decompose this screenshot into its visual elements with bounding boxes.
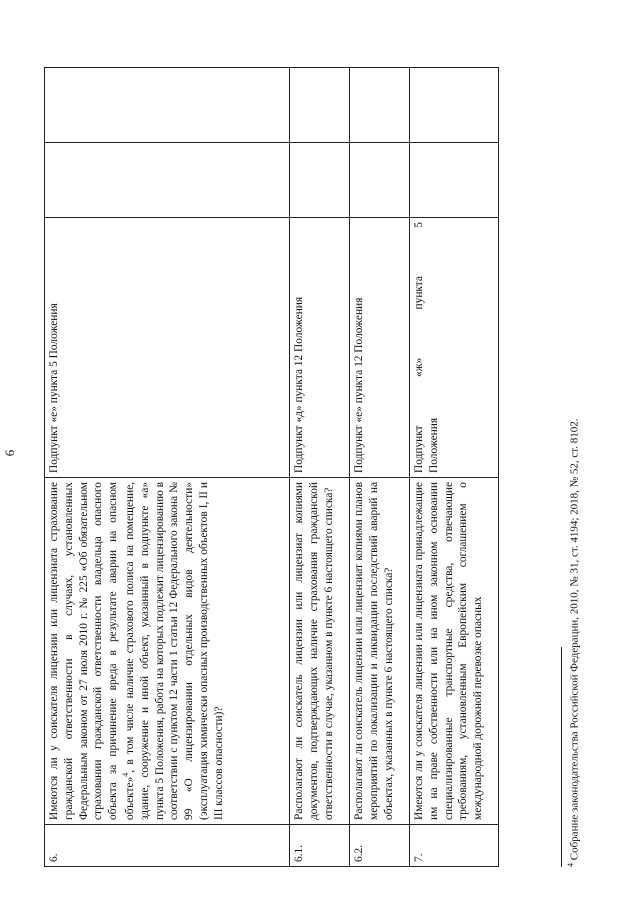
table-row bbox=[290, 68, 350, 867]
question-cell: Располагают ли соискатель лицензии или лицензиат копиями планов мероприятий по локализации и ликвидации последствий аварий на объектах, указанных в пункте 6 настоящего списка? bbox=[350, 478, 410, 825]
answer-cell bbox=[350, 143, 410, 218]
question-cell: Имеются ли у соискателя лицензии или лицензиата принадлежащие им на праве собственности или на ином законном основании специализированные транспортные средства, отвечающие требованиям, установленным Европейским соглашением о международной дорожной перевозке опасных bbox=[410, 478, 499, 825]
answer-cell bbox=[45, 143, 290, 218]
row-number: 6.1. bbox=[290, 825, 350, 867]
question-cell: Имеются ли у соискателя лицензии или лицензиата страхование гражданской ответственности в случаях, установленных Федеральным законом от 27 июля 2010 г. № 225 «Об обязательном страховании гражданской ответственности владельца опасного объекта за причинение вреда в результате аварии на опасном объекте»$^4$, в том числе наличие страхового полиса на помещение, здание, сооружение и иной объект, указанный в подпункте «а» пункта 5 Положения, работа на которых подлежит лицензированию в соответствии с пунктом 12 части 1 статьи 12 Федерального закона № 99 «О лицензировании отдельных видов деятельности» (эксплуатация химически опасных производственных объектов I, II и III классов опасности)? bbox=[45, 478, 290, 825]
reference-cell bbox=[410, 218, 499, 478]
footnote-separator bbox=[561, 647, 562, 867]
footnote bbox=[566, 77, 581, 867]
reference-cell: Подпункт «е» пункта 5 Положения bbox=[45, 218, 290, 478]
row-number: 6. bbox=[45, 825, 290, 867]
footnote-mark: 4 bbox=[566, 863, 575, 867]
footnote-text: Собрание законодательства Российской Федерации, 2010, № 31, ст. 4194; 2018, № 52, ст. 8102. bbox=[568, 418, 581, 861]
requirements-table bbox=[44, 67, 499, 867]
reference-cell: Подпункт «д» пункта 12 Положения bbox=[290, 218, 350, 478]
table-row bbox=[45, 68, 290, 867]
reference-line-1: Подпункт «ж» пункта 5 bbox=[413, 222, 425, 473]
footnote-ref: 4 bbox=[121, 772, 131, 777]
table-row bbox=[350, 68, 410, 867]
reference-line-2: Положения bbox=[427, 417, 440, 473]
page-number: 6 bbox=[2, 449, 17, 457]
table-row bbox=[410, 68, 499, 867]
question-cell: Располагают ли соискатель лицензии или лицензиат копиями документов, подтверждающих наличие страхования гражданской ответственности в случае, указанном в пункте 6 настоящего списка? bbox=[290, 478, 350, 825]
row-number: 7. bbox=[410, 825, 499, 867]
note-cell bbox=[350, 68, 410, 143]
note-cell bbox=[290, 68, 350, 143]
answer-cell bbox=[290, 143, 350, 218]
reference-cell: Подпункт «е» пункта 12 Положения bbox=[350, 218, 410, 478]
note-cell bbox=[410, 68, 499, 143]
row-number: 6.2. bbox=[350, 825, 410, 867]
note-cell bbox=[45, 68, 290, 143]
answer-cell bbox=[410, 143, 499, 218]
